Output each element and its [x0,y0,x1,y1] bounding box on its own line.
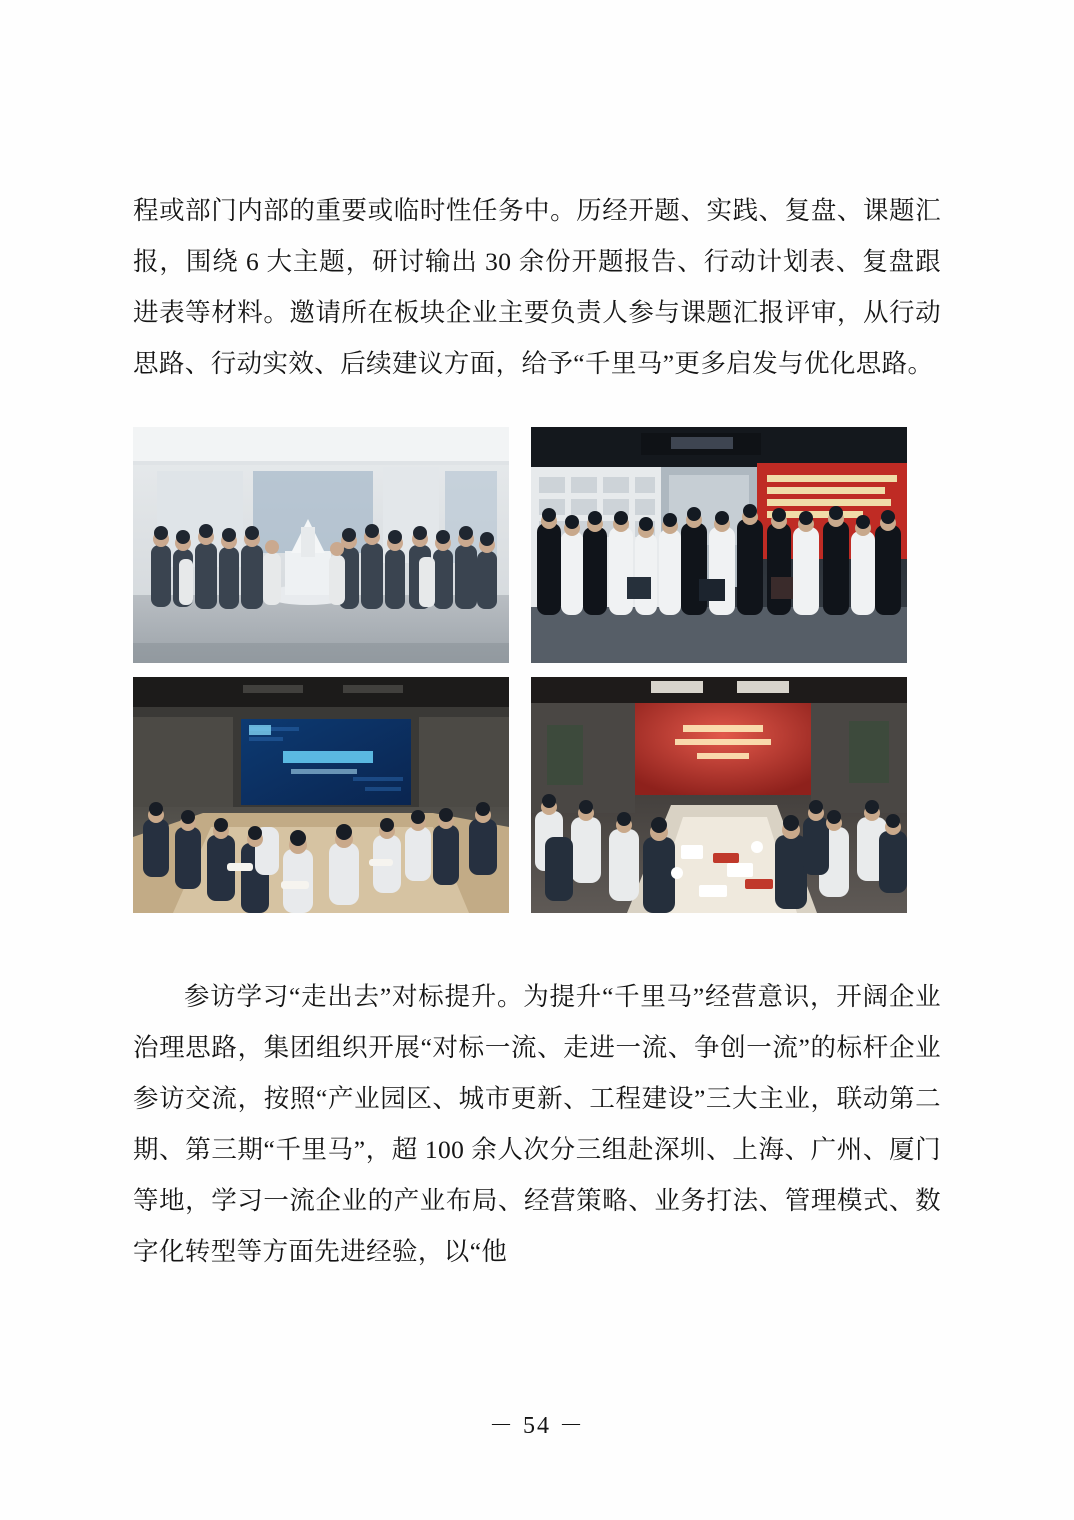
photo-grid [133,427,941,913]
photo-top-right [531,427,907,663]
page-content [133,185,941,1277]
photo-bottom-right-image [531,677,907,913]
photo-top-right-image [531,427,907,663]
photo-bottom-left [133,677,509,913]
page-number: － 54 － [489,1413,585,1439]
photo-top-left [133,427,509,663]
photo-bottom-left-image [133,677,509,913]
photo-bottom-right [531,677,907,913]
paragraph-2: 参访学习“走出去”对标提升。为提升“千里马”经营意识，开阔企业治理思路，集团组织开展“对标一流、走进一流、争创一流”的标杆企业参访交流，按照“产业园区、城市更新、工程建设”三大主业，联动第二期、第三期“千里马”，超 100 余人次分三组赴深圳、上海、广州、厦门等地，学习一流企业的产业布局、经营策略、业务打法、管理模式、数字化转型等方面先进经验，以“他 [133,982,941,1266]
paragraph-1: 程或部门内部的重要或临时性任务中。历经开题、实践、复盘、课题汇报，围绕 6 大主题，研讨输出 30 余份开题报告、行动计划表、复盘跟进表等材料。邀请所在板块企业主要负责人参与课题汇报评审，从行动思路、行动实效、后续建议方面，给予“千里马”更多启发与优化思路。 [133,196,941,378]
photo-top-left-image [133,427,509,663]
